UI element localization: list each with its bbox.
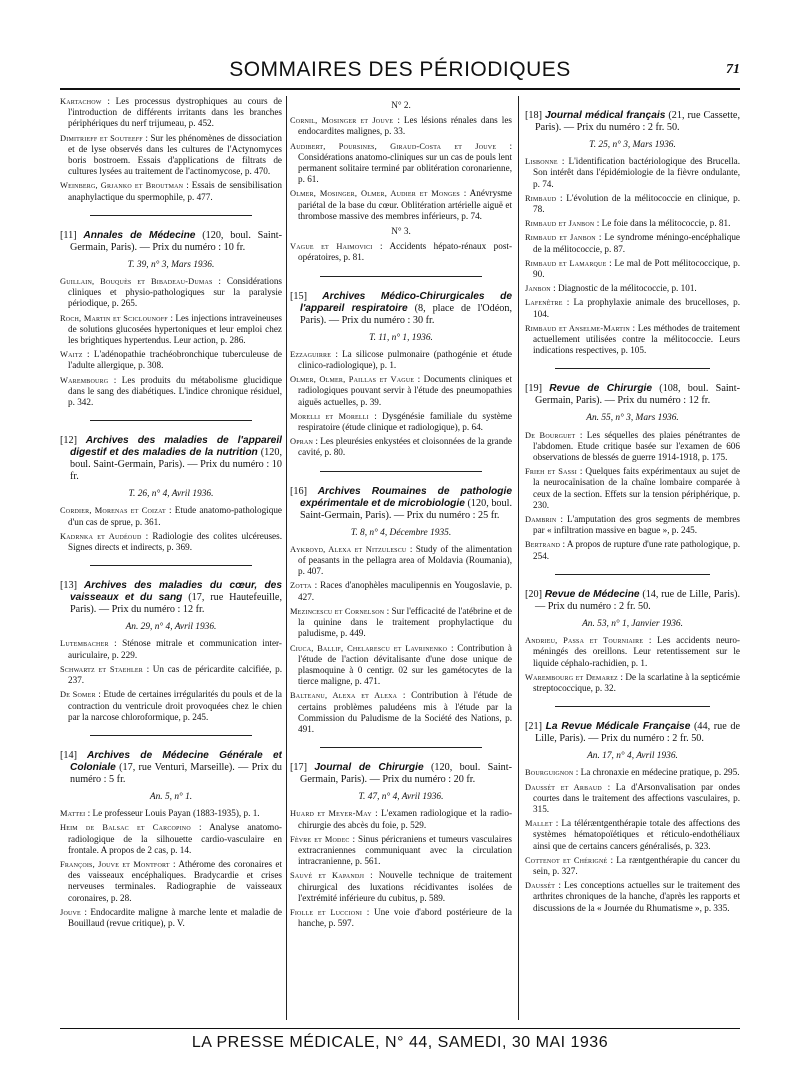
article-authors: Mallet xyxy=(525,819,553,829)
page-header xyxy=(60,58,740,86)
article-text: : Un cas de péricardite calcifiée, p. 237. xyxy=(68,663,282,686)
article-entry xyxy=(290,188,512,222)
article-entry xyxy=(525,818,740,852)
article-authors: Heim de Balsac et Carcopino xyxy=(60,823,191,833)
page-footer: LA PRESSE MÉDICALE, N° 44, SAMEDI, 30 MAI 1936 xyxy=(191,1034,609,1051)
journal-info: (21, rue Cassette, Paris). — Prix du numéro : 2 fr. 50. xyxy=(535,110,740,133)
section-separator xyxy=(320,471,482,472)
article-entry xyxy=(290,411,512,433)
article-entry xyxy=(290,907,512,929)
article-text: : Les produits du métabolisme glucidique dans le sang des diabétiques. L'indice chronique résiduel, p. 342. xyxy=(68,374,282,408)
issue-line: T. 8, n° 4, Décembre 1935. xyxy=(350,527,452,538)
article-entry xyxy=(525,218,740,229)
article-entry xyxy=(525,323,740,357)
article-text: : Les injections intraveineuses de solutions glucosées hypertoniques et leur emploi chez les brightiques hypertendus. Leur action, p. 286. xyxy=(68,312,282,346)
journal-info: (120, boul. Saint-Germain, Paris). — Prix du numéro : 25 fr. xyxy=(300,497,512,521)
article-text: : Sur les phénomènes de dissociation et de lyse observés dans les cultures de l'Actynomyces boris bostroem. Essais d'applications de filtrats de cultures lysées au traitement de l'actinomycose, p. 470. xyxy=(68,132,282,177)
article-entry xyxy=(290,115,512,137)
article-authors: Kadrnka et Audéoud xyxy=(60,531,142,541)
article-entry xyxy=(525,514,740,536)
article-text: : L'évolution de la mélitococcie en clinique, p. 78. xyxy=(533,192,740,215)
issue-line: T. 39, n° 3, Mars 1936. xyxy=(127,259,215,270)
journal-number: [20] xyxy=(525,588,542,600)
article-text: : La prophylaxie animale des brucelloses, p. 104. xyxy=(533,297,740,319)
journal-number: [18] xyxy=(525,110,542,121)
journal-name: Archives Médico-Chirurgicales de l'appareil respiratoire xyxy=(300,290,512,314)
article-entry xyxy=(290,834,512,868)
article-entry xyxy=(525,156,740,190)
article-entry xyxy=(525,539,740,561)
journal-heading xyxy=(60,230,282,254)
article-authors: Frieh et Sassi xyxy=(525,467,577,477)
article-text: : Anévrysme pariétal de la base du cœur. Oblitération artérielle aiguë et thrombose massive des membres inférieurs, p. 74. xyxy=(298,188,512,221)
issue-line: An. 29, n° 4, Avril 1936. xyxy=(125,622,217,633)
article-text: : La téléræntgenthérapie totale des affections des systèmes hématopoïétiques et réticulo-endothéliaux ainsi que de certains cancers généralisés, p. 323. xyxy=(533,818,740,851)
article-text: : L'examen radiologique et la radio-chirurgie des abcès du foie, p. 529. xyxy=(298,808,512,830)
article-authors: Audibert, Poursines, Giraud-Costa et Jouve xyxy=(290,141,497,151)
article-text: : La ræntgenthérapie du cancer du sein, p. 327. xyxy=(533,854,740,876)
article-text: : Accidents hépato-rénaux post-opératoires, p. 81. xyxy=(298,241,512,263)
page-number: 71 xyxy=(726,62,740,77)
issue-number: N° 2. xyxy=(391,100,411,110)
article-authors: Mezincescu et Cornelson xyxy=(290,606,385,616)
journal-info: (120, boul. Saint-Germain, Paris). — Prix du numéro : 10 fr. xyxy=(70,229,282,253)
article-authors: De Bourguet xyxy=(525,430,576,440)
article-authors: Olmer, Mosinger, Olmer, Audier et Monges xyxy=(290,189,460,199)
article-entry xyxy=(60,349,282,371)
article-text: : Diagnostic de la mélitococcie, p. 101. xyxy=(553,283,697,294)
article-entry xyxy=(525,880,740,914)
article-entry xyxy=(60,907,282,929)
column-2 xyxy=(290,96,512,1022)
article-text: : Sur l'efficacité de l'atébrine et de la quinine dans le traitement prophylactique du paludisme, p. 449. xyxy=(298,605,512,639)
article-authors: Sauvé et Kapandji xyxy=(290,871,365,881)
footer-rule xyxy=(60,1028,740,1029)
article-entry xyxy=(290,349,512,371)
article-entry xyxy=(60,133,282,178)
article-text: : Le professeur Louis Payan (1883-1935), p. 1. xyxy=(87,808,260,819)
article-authors: Jouve xyxy=(60,907,81,917)
article-authors: Dimitrieff et Souteeff xyxy=(60,133,143,143)
journal-number: [17] xyxy=(290,762,307,774)
article-text: : Les méthodes de traitement actuellement utilisées contre la mélitococcie. Leurs indications respectives, p. 105. xyxy=(533,322,740,356)
journal-info: (17, rue Hautefeuille, Paris). — Prix du numéro : 12 fr. xyxy=(70,592,282,616)
article-text: : Les conceptions actuelles sur le traitement des arthrites chroniques de la hanche, d'après les rapports et discussions de la « Journée du Rhumatisme », p. 335. xyxy=(533,880,740,913)
article-authors: Warembourg xyxy=(60,375,109,385)
journal-info: (14, rue de Lille, Paris). — Prix du numéro : 2 fr. 50. xyxy=(535,588,740,612)
article-authors: Lisbonne xyxy=(525,157,558,167)
journal-name: Archives de Médecine Générale et Coloniale xyxy=(70,749,282,773)
journal-name: Journal médical français xyxy=(544,110,666,121)
article-text: : L'adénopathie trachéobronchique tuberculeuse de l'adulte allergique, p. 308. xyxy=(68,349,282,371)
issue-line: An. 55, n° 3, Mars 1936. xyxy=(586,413,679,424)
article-authors: Kartachow xyxy=(60,97,102,106)
journal-heading xyxy=(290,762,512,786)
journal-name: Revue de Médecine xyxy=(544,588,640,600)
journal-info: (108, boul. Saint-Germain, Paris). — Prix du numéro : 12 fr. xyxy=(535,383,740,407)
article-entry xyxy=(290,241,512,263)
article-entry xyxy=(525,283,740,294)
article-entry xyxy=(525,672,740,694)
article-text: : L'amputation des gros segments de membres par « infiltration massive en bague », p. 245. xyxy=(533,514,740,536)
article-authors: Olmer, Olmer, Paillas et Vague xyxy=(290,375,415,385)
journal-number: [13] xyxy=(60,580,77,592)
journal-name: Archives des maladies de l'appareil digestif et des maladies de la nutrition xyxy=(70,435,282,459)
article-entry xyxy=(525,466,740,511)
article-authors: Opran xyxy=(290,437,314,447)
journal-heading xyxy=(290,486,512,522)
article-authors: Vague et Haimovici xyxy=(290,242,373,252)
section-separator xyxy=(555,574,710,575)
article-entry xyxy=(525,258,740,280)
article-entry xyxy=(290,606,512,640)
journal-info: (17, rue Venturi, Marseille). — Prix du numéro : 5 fr. xyxy=(70,761,282,785)
article-text: : Les lésions rénales dans les endocardites malignes, p. 33. xyxy=(298,115,512,137)
article-text: : Radiologie des colites ulcéreuses. Signes directs et indirects, p. 369. xyxy=(68,530,282,553)
article-text: : Les séquelles des plaies pénétrantes de l'abdomen. Etude critique basée sur l'examen de 606 observations de blessés de guerre 1914-1918, p. 175. xyxy=(533,429,740,463)
journal-info: (120, boul. Saint-Germain, Paris). — Prix du numéro : 10 fr. xyxy=(70,447,282,483)
article-text: : Study of the alimentation of peasants in the pellagra area of Moldavia (Roumania), p. 407. xyxy=(298,543,512,577)
article-authors: Rimbaud et Lamarque xyxy=(525,258,607,268)
journal-number: [19] xyxy=(525,383,542,395)
journal-heading xyxy=(60,580,282,616)
article-text: : De la scarlatine à la septicémie streptococcique, p. 32. xyxy=(533,671,740,693)
article-text: : Nouvelle technique de traitement chirurgical des luxations récidivantes isolées de l'extrémité inférieure du cubitus, p. 589. xyxy=(298,870,512,903)
section-separator xyxy=(90,215,252,216)
journal-number: [16] xyxy=(290,485,307,497)
journal-heading xyxy=(525,721,740,745)
article-authors: Lafenêtre xyxy=(525,298,563,308)
article-text: : Etude anatomo-pathologique d'un cas de sprue, p. 361. xyxy=(68,505,282,527)
journal-heading xyxy=(525,383,740,407)
article-text: : Analyse anatomo-radiologique de la silhouette cardio-vasculaire en frontale. A propos de 2 cas, p. 14. xyxy=(68,822,282,855)
article-authors: De Somer xyxy=(60,690,96,700)
article-text: : La chronaxie en médecine pratique, p. 295. xyxy=(575,767,740,778)
article-text: : Le foie dans la mélitococcie, p. 81. xyxy=(596,218,731,229)
article-authors: Schwartz et Staehler xyxy=(60,664,143,674)
article-authors: Zotta xyxy=(290,581,312,591)
article-text: : Considérations cliniques et physio-pathologiques sur la paralysie périodique, p. 265. xyxy=(68,276,282,309)
article-entry xyxy=(290,374,512,408)
article-authors: Dambrin xyxy=(525,515,557,525)
article-entry xyxy=(290,580,512,602)
article-authors: Cottenot et Chérigné xyxy=(525,855,608,865)
article-authors: Ciuca, Ballif, Chelarescu et Lavrinenko xyxy=(290,643,448,653)
column-divider xyxy=(518,96,519,1020)
article-authors: Lutembacher xyxy=(60,639,109,649)
article-entry xyxy=(60,664,282,686)
header-rule xyxy=(60,88,740,90)
journal-name: La Revue Médicale Française xyxy=(545,721,691,733)
article-text: : Quelques faits expérimentaux au sujet de la neurocaïnisation de la chaîne lombaire comparée à ceux de la section. Effets sur la tension périphérique, p. 230. xyxy=(533,466,740,510)
journal-number: [15] xyxy=(290,290,307,302)
journal-heading xyxy=(60,435,282,483)
article-authors: Janbon xyxy=(525,284,551,294)
article-entry xyxy=(60,505,282,527)
article-text: : Le mal de Pott mélitococcique, p. 90. xyxy=(533,257,740,280)
section-separator xyxy=(90,735,252,736)
article-text: : Contribution à l'étude de certains problèmes paludéens mis à l'étude par la Commission du Paludisme de la Société des Nations, p. 491. xyxy=(298,690,512,734)
article-authors: Bertrand xyxy=(525,540,561,550)
issue-line: An. 53, n° 1, Janvier 1936. xyxy=(582,618,683,629)
article-authors: Mattei xyxy=(60,809,86,819)
issue-line: An. 17, n° 4, Avril 1936. xyxy=(587,751,678,762)
article-text: : Races d'anophèles maculipennis en Yougoslavie, p. 427. xyxy=(298,580,512,602)
article-authors: Balteanu, Alexa et Alexa xyxy=(290,691,398,701)
article-entry xyxy=(525,782,740,816)
journal-name: Revue de Chirurgie xyxy=(549,383,653,395)
article-text: : Les accidents neuro-méningés des oreillons. Leur retentissement sur le liquide céphalo-rachidien, p. 1. xyxy=(533,635,740,668)
article-authors: Andrieu, Passa et Tourniaire xyxy=(525,636,644,646)
article-text: : Les processus dystrophiques au cours de l'introduction de différents irritants dans les branches périphériques du nerf trijumeau, p. 452. xyxy=(68,96,282,129)
article-entry xyxy=(60,689,282,723)
article-text: : Sinus péricraniens et tumeurs vasculaires extracraniennes communiquant avec la circulation intracranienne, p. 561. xyxy=(298,833,512,867)
article-authors: Bourguignon xyxy=(525,768,574,778)
article-authors: Rimbaud et Janbon xyxy=(525,219,595,229)
issue-line: T. 47, n° 4, Avril 1936. xyxy=(358,792,444,803)
article-entry xyxy=(525,635,740,669)
article-authors: Weinberg, Grjanko et Broutman xyxy=(60,181,184,191)
article-entry xyxy=(60,96,282,130)
article-entry xyxy=(525,767,740,778)
article-text: : Documents cliniques et radiologiques pouvant servir à l'étude des pneumopathies aiguës actuelles, p. 39. xyxy=(298,374,512,407)
article-entry xyxy=(290,870,512,904)
article-authors: Huard et Meyer-May xyxy=(290,809,372,819)
issue-line: T. 26, n° 4, Avril 1936. xyxy=(128,489,214,500)
article-authors: Daussét xyxy=(525,881,556,891)
article-authors: Ezzaguirre xyxy=(290,349,332,359)
article-text: : Athérome des coronaires et des vaisseaux encéphaliques. Bradycardie et crises nerveuses terminales. Radiographie de vaisseaux coronaires, p. 28. xyxy=(68,858,282,903)
article-entry xyxy=(290,808,512,830)
article-entry xyxy=(290,141,512,186)
section-separator xyxy=(555,706,710,707)
article-authors: Daussét et Arbaud xyxy=(525,782,602,792)
journal-heading xyxy=(60,750,282,786)
article-entry xyxy=(525,855,740,877)
article-text: : A propos de rupture d'une rate pathologique, p. 254. xyxy=(533,539,740,561)
article-entry xyxy=(60,822,282,856)
article-text: : Une voie d'abord postérieure de la hanche, p. 597. xyxy=(298,906,512,929)
article-authors: Fèvre et Modec xyxy=(290,834,350,844)
journal-heading xyxy=(525,589,740,613)
journal-name: Journal de Chirurgie xyxy=(314,762,424,774)
journal-info: (44, rue de Lille, Paris). — Prix du numéro : 2 fr. 50. xyxy=(535,721,740,745)
article-entry xyxy=(290,643,512,688)
section-separator xyxy=(320,747,482,748)
article-authors: Warembourg et Demarez xyxy=(525,672,618,682)
article-text: : Les pleurésies enkystées et cloisonnées de la grande cavité, p. 80. xyxy=(298,436,512,458)
journal-name: Archives Roumaines de pathologie expérimentale et de microbiologie xyxy=(300,485,512,509)
article-entry xyxy=(290,690,512,735)
journal-name: Archives des maladies du cœur, des vaisseaux et du sang xyxy=(70,580,282,604)
article-entry xyxy=(290,544,512,578)
journal-name: Annales de Médecine xyxy=(83,229,196,241)
journal-number: [12] xyxy=(60,435,77,447)
article-text: : Considérations anatomo-cliniques sur un cas de pouls lent permanent solitaire terminé par oblitération coronarienne, p. 61. xyxy=(298,140,512,185)
section-separator xyxy=(90,565,252,566)
article-text: : L'identification bactériologique des Brucella. Son intérêt dans l'épidémiologie de la fièvre ondulante, p. 74. xyxy=(533,156,740,189)
article-entry xyxy=(60,859,282,904)
issue-line: T. 11, n° 1, 1936. xyxy=(369,332,433,343)
article-text: : Contribution à l'étude de l'action dévitalisante d'une dose unique de plasmoquine à 0 centigr. 02 sur les gamétocytes de la tierce maligne, p. 471. xyxy=(298,642,512,687)
article-authors: Rimbaud xyxy=(525,193,557,203)
article-entry xyxy=(60,180,282,202)
journal-info: (8, place de l'Odéon, Paris). — Prix du numéro : 30 fr. xyxy=(300,302,512,326)
section-separator xyxy=(90,420,252,421)
journal-heading xyxy=(525,110,740,134)
article-text: : Le syndrome méningo-encéphalique de la mélitococcie, p. 87. xyxy=(533,232,740,254)
article-entry xyxy=(60,276,282,310)
journal-heading xyxy=(290,291,512,327)
article-text: : Dysgénésie familiale du système respiratoire (étude clinique et radiologique), p. 64. xyxy=(298,410,512,433)
article-entry xyxy=(60,531,282,553)
journal-info: (120, boul. Saint-Germain, Paris). — Prix du numéro : 20 fr. xyxy=(300,762,512,786)
column-divider xyxy=(286,96,287,1020)
journal-number: [21] xyxy=(525,721,542,733)
article-entry xyxy=(525,297,740,319)
article-entry xyxy=(60,313,282,347)
journal-number: [11] xyxy=(60,229,77,241)
article-authors: Guillain, Bouquès et Bibadeau-Dumas xyxy=(60,277,213,287)
article-entry xyxy=(525,193,740,215)
article-entry xyxy=(60,808,282,819)
issue-line: An. 5, n° 1. xyxy=(149,791,193,802)
article-authors: Morelli et Morelli xyxy=(290,411,369,421)
article-text: : Etude de certaines irrégularités du pouls et de la contraction du ventricule droit provoquées chez le chien par la narcose chloroformique, p. 245. xyxy=(68,689,282,722)
page-title: SOMMAIRES DES PÉRIODIQUES xyxy=(229,58,571,81)
article-authors: Fiolle et Luccioni xyxy=(290,907,363,917)
issue-line: T. 25, n° 3, Mars 1936. xyxy=(589,140,676,150)
issue-number: N° 3. xyxy=(391,226,411,237)
article-entry xyxy=(290,436,512,458)
section-separator xyxy=(555,368,710,369)
article-authors: Aykroyd, Alexa et Nitzulescu xyxy=(290,544,407,554)
article-entry xyxy=(525,430,740,464)
column-1 xyxy=(60,96,282,1022)
article-entry xyxy=(60,638,282,660)
article-text: : La silicose pulmonaire (pathogénie et étude clinico-radiologique), p. 1. xyxy=(298,348,512,371)
article-text: : La d'Arsonvalisation par ondes courtes dans le traitement des affections vasculaires, p. 315. xyxy=(533,781,740,814)
article-text: : Endocardite maligne à marche lente et maladie de Bouillaud (revue critique), p. V. xyxy=(68,906,282,928)
section-separator xyxy=(320,276,482,277)
article-entry xyxy=(60,375,282,409)
article-authors: François, Jouve et Montfort xyxy=(60,859,170,869)
article-authors: Roch, Martin et Sciclounoff xyxy=(60,313,168,323)
article-entry xyxy=(525,232,740,254)
article-authors: Cordier, Morenas et Coizat xyxy=(60,506,166,516)
article-authors: Waitz xyxy=(60,350,83,360)
article-authors: Rimbaud et Janbon xyxy=(525,233,596,243)
article-text: : Sténose mitrale et communication inter-auriculaire, p. 229. xyxy=(68,638,282,660)
article-authors: Cornil, Mosinger et Jouve xyxy=(290,116,394,126)
article-authors: Rimbaud et Anselme-Martin xyxy=(525,323,630,333)
article-text: : Essais de sensibilisation anaphylactique du spermophile, p. 477. xyxy=(68,180,282,202)
journal-number: [14] xyxy=(60,749,77,761)
column-3 xyxy=(525,96,740,1022)
